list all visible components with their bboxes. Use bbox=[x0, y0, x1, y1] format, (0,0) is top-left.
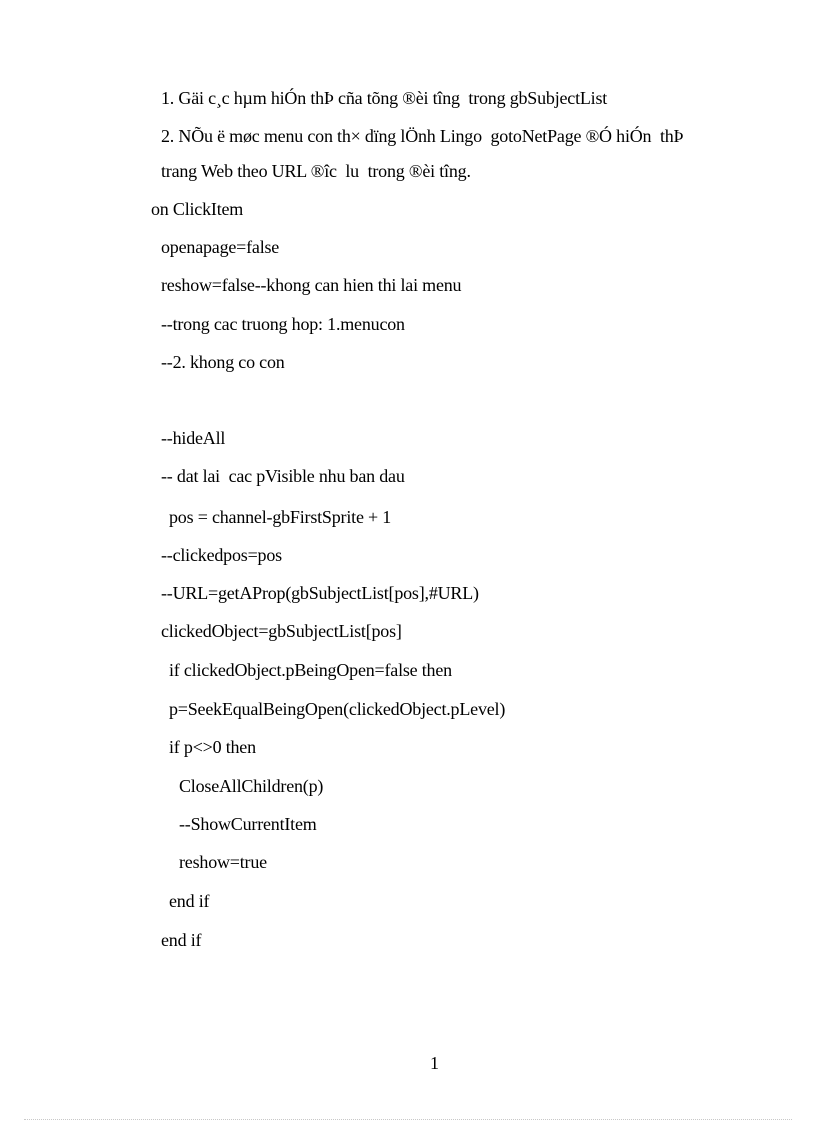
code-line: reshow=false--khong can hien thi lai menu bbox=[161, 275, 462, 295]
code-comment: --ShowCurrentItem bbox=[179, 814, 317, 834]
code-line: if p<>0 then bbox=[169, 737, 256, 757]
code-line: openapage=false bbox=[161, 237, 280, 257]
code-comment: --hideAll bbox=[161, 428, 226, 448]
code-line: if clickedObject.pBeingOpen=false then bbox=[169, 660, 452, 680]
list-item-2: 2. NÕu ë møc menu con th× dïng lÖnh Lingo gotoNetPage ®Ó hiÓn thÞ bbox=[161, 126, 684, 146]
page-number: 1 bbox=[430, 1053, 439, 1073]
page-bottom-divider bbox=[24, 1119, 792, 1120]
code-line: p=SeekEqualBeingOpen(clickedObject.pLevel) bbox=[169, 699, 506, 719]
list-item-1: 1. Gäi c¸c hµm hiÓn thÞ cña tõng ®èi tîng trong gbSubjectList bbox=[161, 88, 608, 108]
code-line: clickedObject=gbSubjectList[pos] bbox=[161, 621, 402, 641]
code-line: end if bbox=[161, 930, 202, 950]
code-comment: --clickedpos=pos bbox=[161, 545, 282, 565]
code-line: reshow=true bbox=[179, 852, 267, 872]
code-comment: --2. khong co con bbox=[161, 352, 285, 372]
code-line: end if bbox=[169, 891, 210, 911]
code-comment: --URL=getAProp(gbSubjectList[pos],#URL) bbox=[161, 583, 479, 603]
code-comment: -- dat lai cac pVisible nhu ban dau bbox=[161, 466, 405, 486]
code-comment: --trong cac truong hop: 1.menucon bbox=[161, 314, 405, 334]
code-line: CloseAllChildren(p) bbox=[179, 776, 324, 796]
code-line: on ClickItem bbox=[151, 199, 244, 219]
code-line: pos = channel-gbFirstSprite + 1 bbox=[169, 507, 392, 527]
list-item-2-continued: trang Web theo URL ®îc lu trong ®èi tîng. bbox=[161, 161, 471, 181]
